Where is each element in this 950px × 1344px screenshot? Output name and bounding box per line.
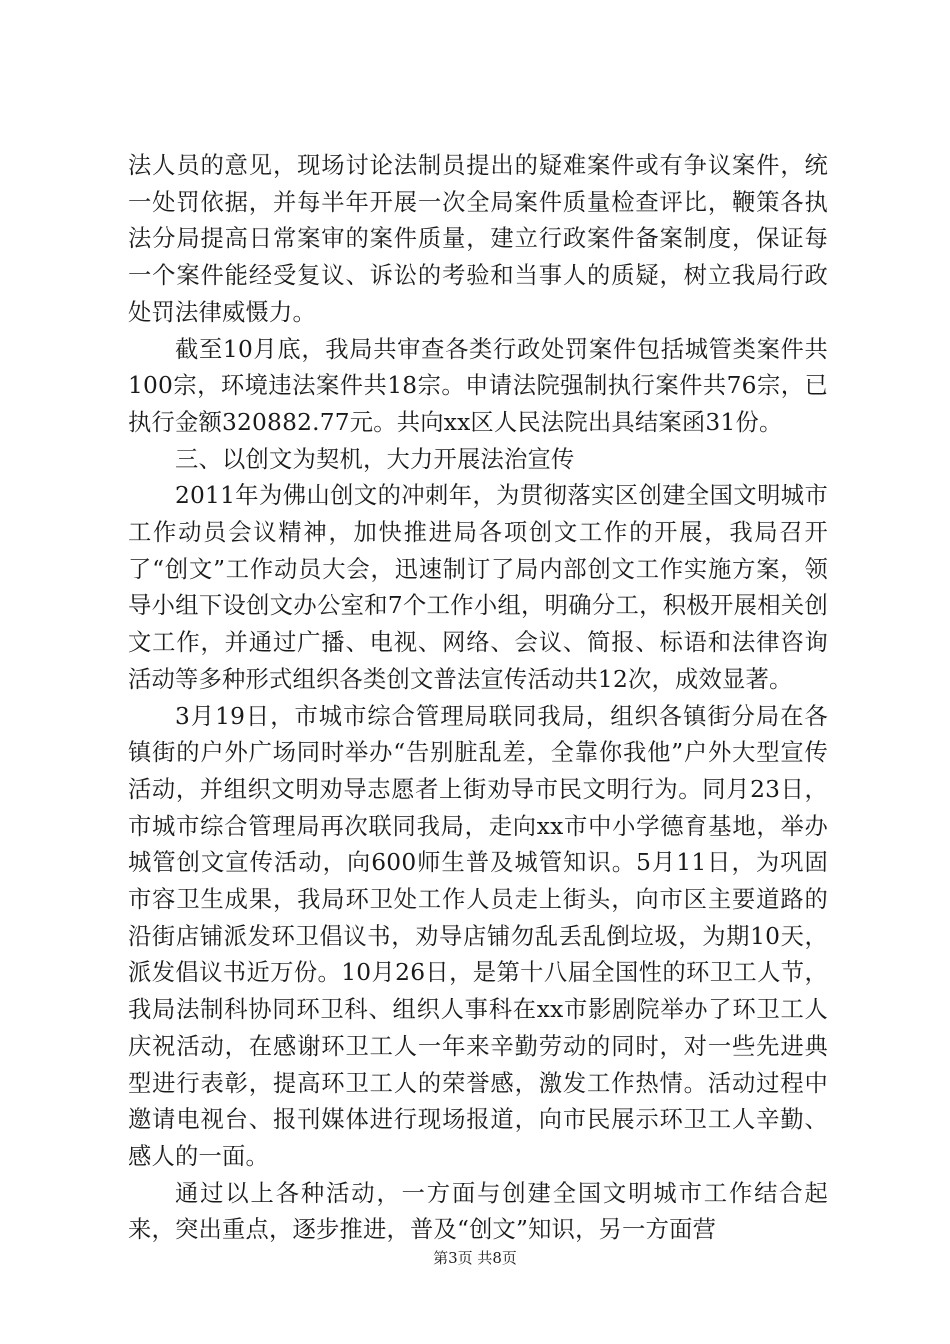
- page-number-footer: 第3页 共8页: [433, 1249, 517, 1267]
- paragraph-4: 2011年为佛山创文的冲刺年，为贯彻落实区创建全国文明城市工作动员会议精神，加快推进局各项创文工作的开展，我局召开了“创文”工作动员大会，迅速制订了局内部创文工作实施方案，领导小组下设创文办公室和7个工作小组，明确分工，积极开展相关创文工作，并通过广播、电视、网络、会议、简报、标语和法律咨询活动等多种形式组织各类创文普法宣传活动共12次，成效显著。: [128, 482, 828, 693]
- paragraph-1: 法人员的意见，现场讨论法制员提出的疑难案件或有争议案件，统一处罚依据，并每半年开展一次全局案件质量检查评比，鞭策各执法分局提高日常案审的案件质量，建立行政案件备案制度，保证每一个案件能经受复议、诉讼的考验和当事人的质疑，树立我局行政处罚法律威慑力。: [128, 152, 828, 326]
- section-heading-3: 三、以创文为契机，大力开展法治宣传: [175, 445, 575, 473]
- document-body: [128, 148, 828, 1249]
- paragraph-2: 截至10月底，我局共审查各类行政处罚案件包括城管类案件共100宗，环境违法案件共18宗。申请法院强制执行案件共76宗，已执行金额320882.77元。共向xx区人民法院出具结案函31份。: [128, 335, 828, 436]
- paragraph-6: 通过以上各种活动，一方面与创建全国文明城市工作结合起来，突出重点，逐步推进，普及“创文”知识，另一方面营: [128, 1179, 828, 1244]
- paragraph-5: 3月19日，市城市综合管理局联同我局，组织各镇街分局在各镇街的户外广场同时举办“告别脏乱差，全靠你我他”户外大型宣传活动，并组织文明劝导志愿者上街劝导市民文明行为。同月23日，市城市综合管理局再次联同我局，走向xx市中小学德育基地，举办城管创文宣传活动，向600师生普及城管知识。5月11日，为巩固市容卫生成果，我局环卫处工作人员走上街头，向市区主要道路的沿街店铺派发环卫倡议书，劝导店铺勿乱丢乱倒垃圾，为期10天，派发倡议书近万份。10月26日，是第十八届全国性的环卫工人节，我局法制科协同环卫科、组织人事科在xx市影剧院举办了环卫工人庆祝活动，在感谢环卫工人一年来辛勤劳动的同时，对一些先进典型进行表彰，提高环卫工人的荣誉感，激发工作热情。活动过程中邀请电视台、报刊媒体进行现场报道，向市民展示环卫工人辛勤、感人的一面。: [128, 702, 828, 1170]
